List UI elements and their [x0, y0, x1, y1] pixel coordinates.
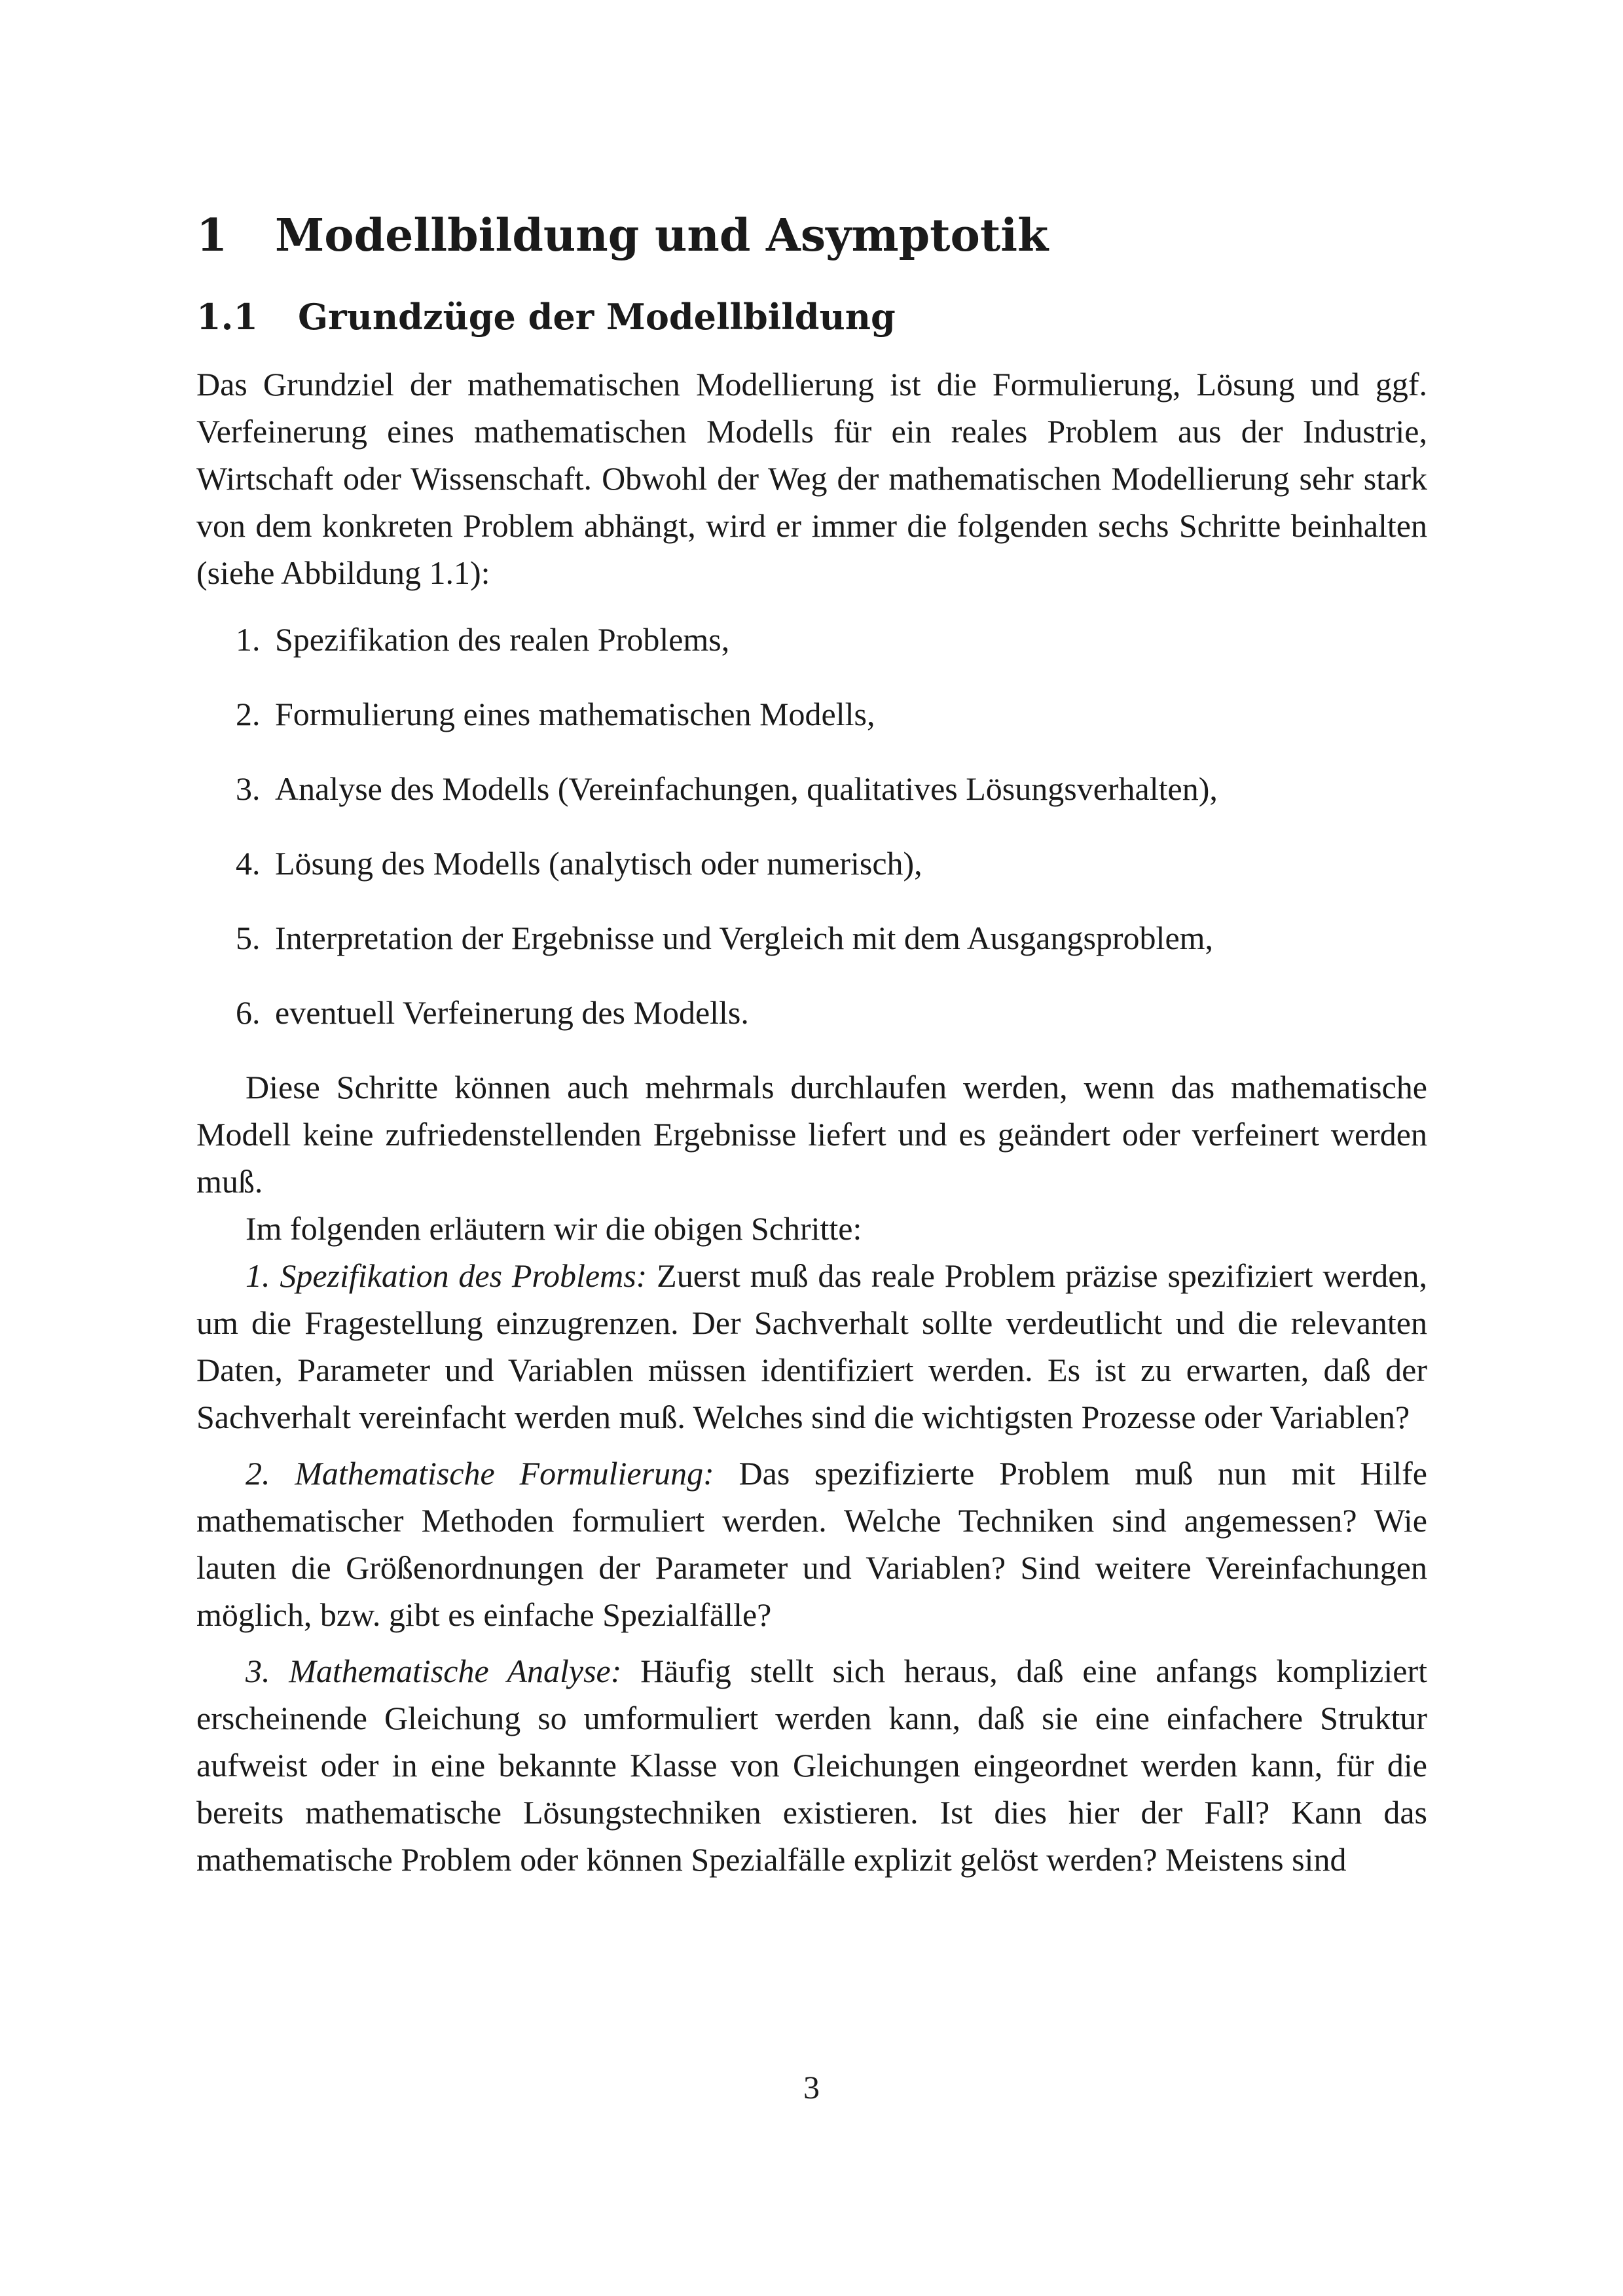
list-item-number: 6.	[236, 994, 261, 1031]
section-heading	[196, 296, 1427, 338]
page-content	[196, 196, 1427, 1883]
step-detail-analysis	[196, 1647, 1427, 1883]
section-number: 1.1	[196, 295, 258, 338]
list-item-text: Spezifikation des realen Problems,	[275, 621, 730, 658]
list-item-number: 5.	[236, 920, 261, 957]
intro-paragraph: Das Grundziel der mathematischen Modellierung ist die Formulierung, Lösung und ggf. Verfeinerung eines mathematischen Modells für ein reales Problem aus der Industrie, Wirtschaft oder Wissenschaft. Obwohl der Weg der mathematischen Modellierung sehr stark von dem konkreten Problem abhängt, wird er immer die folgenden sechs Schritte beinhalten (siehe Abbildung 1.1):	[196, 366, 1427, 592]
step-detail-formulation	[196, 1450, 1427, 1638]
page-number: 3	[803, 2069, 820, 2106]
list-item	[236, 989, 1427, 1036]
explain-paragraph: Im folgenden erläutern wir die obigen Schritte:	[246, 1210, 862, 1247]
repeat-paragraph: Diese Schritte können auch mehrmals durchlaufen werden, wenn das mathematische Modell keine zufriedenstellenden Ergebnisse liefert und es geändert oder verfeinert werden muß.	[196, 1069, 1427, 1200]
list-item-text: eventuell Verfeinerung des Modells.	[275, 994, 749, 1031]
section-title: Grundzüge der Modellbildung	[298, 295, 896, 338]
list-item-text: Analyse des Modells (Vereinfachungen, qualitatives Lösungsverhalten),	[275, 770, 1218, 808]
chapter-number: 1	[196, 209, 228, 262]
list-item	[236, 840, 1427, 887]
step-detail-specification	[196, 1252, 1427, 1441]
list-item	[236, 765, 1427, 812]
list-item-text: Lösung des Modells (analytisch oder numerisch),	[275, 845, 922, 882]
step-detail-text: Zuerst muß das reale Problem präzise spezifiziert werden, um die Fragestellung einzugrenzen. Der Sachverhalt sollte verdeutlicht und die relevanten Daten, Parameter und Variablen müssen identifiziert werden. Es ist zu erwarten, daß der Sachverhalt vereinfacht werden muß. Welches sind die wichtigsten Prozesse oder Variablen?	[196, 1257, 1427, 1436]
step-detail-text: Häufig stellt sich heraus, daß eine anfangs kompliziert erscheinende Gleichung so umformuliert werden kann, daß sie eine einfachere Struktur aufweist oder in eine bekannte Klasse von Gleichungen eingeordnet werden kann, für die bereits mathematische Lösungstechniken existieren. Ist dies hier der Fall? Kann das mathematische Problem oder können Spezialfälle explizit gelöst werden? Meistens sind	[196, 1653, 1427, 1878]
list-item-number: 1.	[236, 621, 261, 658]
list-item-number: 2.	[236, 696, 261, 733]
list-item-text: Formulierung eines mathematischen Modells,	[275, 696, 875, 733]
step-detail-text: Das spezifizierte Problem muß nun mit Hilfe mathematischer Methoden formuliert werden. Welche Techniken sind angemessen? Wie lauten die Größenordnungen der Parameter und Variablen? Sind weitere Vereinfachungen möglich, bzw. gibt es einfache Spezialfälle?	[196, 1455, 1427, 1634]
chapter-heading	[196, 209, 1427, 263]
list-item	[236, 691, 1427, 738]
list-item	[236, 616, 1427, 663]
list-item-number: 3.	[236, 770, 261, 808]
step-detail-label: 2. Mathematische Formulierung:	[246, 1455, 714, 1492]
list-item-text: Interpretation der Ergebnisse und Vergleich mit dem Ausgangsproblem,	[275, 920, 1214, 957]
step-detail-label: 1. Spezifikation des Problems:	[246, 1257, 647, 1295]
steps-list	[196, 616, 1427, 1036]
chapter-title: Modellbildung und Asymptotik	[275, 209, 1049, 262]
list-item	[236, 914, 1427, 961]
list-item-number: 4.	[236, 845, 261, 882]
step-detail-label: 3. Mathematische Analyse:	[246, 1653, 622, 1690]
